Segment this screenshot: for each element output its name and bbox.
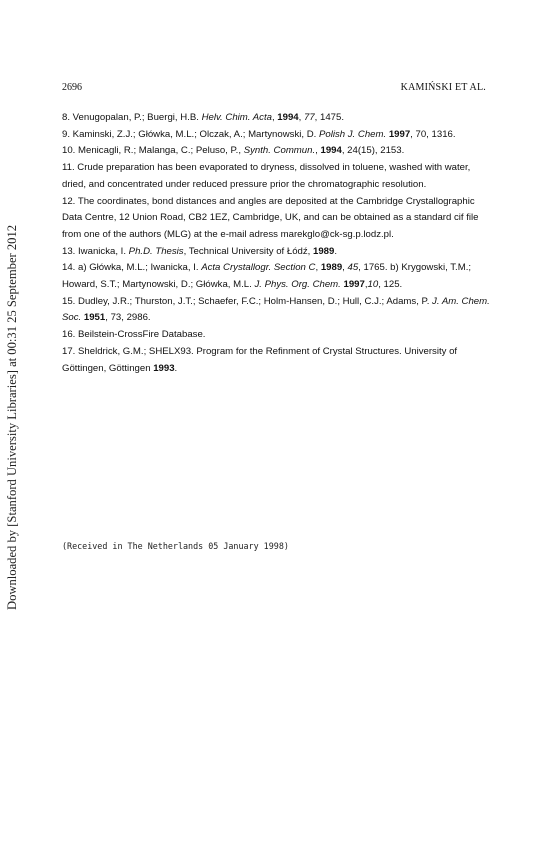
reference-item xyxy=(62,244,494,261)
reference-text: 10 xyxy=(367,279,379,291)
reference-item xyxy=(62,194,494,244)
reference-text: 1989 xyxy=(320,262,343,274)
reference-text: . xyxy=(334,245,338,257)
reference-text: Crude preparation has been evaporated to dryness, dissolved in toluene, washed with water, dried, and concentrated under reduced pressure prior the chromatographic resolution. xyxy=(62,162,471,190)
reference-text: 1994 xyxy=(277,112,299,123)
reference-text: a) Główka, M.L.; Iwanicka, I. xyxy=(78,262,202,274)
reference-text: 15. xyxy=(62,295,79,307)
download-watermark: Downloaded by [Stanford University Libraries] at 00:31 25 September 2012 xyxy=(5,224,19,610)
reference-text: 16. xyxy=(62,329,79,341)
reference-text: Dudley, J.R.; Thurston, J.T.; Schaefer, F.C.; Holm-Hansen, D.; Hull, C.J.; Adams, P. xyxy=(78,295,433,307)
reference-text: , xyxy=(341,145,348,157)
reference-text: Menicagli, R.; Malanga, C.; Peluso, P., xyxy=(78,145,244,157)
reference-item xyxy=(62,294,494,327)
reference-text: 17. xyxy=(62,345,79,357)
reference-text: 1989 xyxy=(313,245,335,257)
reference-text: 77 xyxy=(303,112,315,123)
reference-text: J. Am. Chem. Soc. xyxy=(62,295,490,324)
reference-text: 1994 xyxy=(320,145,342,157)
reference-text: 1951 xyxy=(83,312,106,324)
reference-text: 12. xyxy=(62,195,78,207)
reference-text: J. Phys. Org. Chem. xyxy=(254,279,341,291)
reference-text: 1993 xyxy=(153,362,175,374)
reference-text: 9. xyxy=(62,128,73,140)
reference-text: 14. xyxy=(62,262,79,274)
reference-text: , xyxy=(271,112,278,123)
reference-text: Ph.D. Thesis xyxy=(128,245,184,257)
reference-text: 1997 xyxy=(388,128,411,140)
reference-text: 8. xyxy=(62,112,73,123)
reference-text: , xyxy=(364,279,368,291)
reference-text: , xyxy=(298,112,304,123)
reference-text: Acta Crystallogr. Section C xyxy=(201,262,316,274)
running-head: KAMIŃSKI ET AL. xyxy=(400,82,486,93)
reference-text: Venugopalan, P.; Buergi, H.B. xyxy=(72,112,202,123)
reference-text: Synth. Commun. xyxy=(243,145,316,157)
reference-item xyxy=(62,110,494,127)
reference-text: Beilstein-CrossFire Database. xyxy=(78,329,206,341)
reference-item xyxy=(62,327,494,344)
reference-item xyxy=(62,127,494,144)
reference-item xyxy=(62,143,494,160)
reference-text: 10. xyxy=(62,145,79,157)
reference-text: Kaminski, Z.J.; Główka, M.L.; Olczak, A.; Martynowski, D. xyxy=(72,128,319,140)
reference-text: , xyxy=(105,312,111,324)
reference-text: 73, 2986. xyxy=(110,312,151,324)
reference-text: The coordinates, bond distances and angles are deposited at the Cambridge Crystallographic Data Centre, 12 Union Road, CB2 1EZ, Cambridge, UK, and can be obtained as a standard cif file from one of the authors (MLG) at the e-mail adress marekglo@ck-sg.p.lodz.pl. xyxy=(62,195,479,240)
reference-text: 1997 xyxy=(343,279,365,291)
reference-text: , xyxy=(315,145,321,157)
reference-text: Iwanicka, I. xyxy=(78,245,129,257)
reference-item xyxy=(62,160,494,193)
reference-text: 45 xyxy=(347,262,359,274)
reference-text: 70, 1316. xyxy=(415,128,456,140)
reference-text: , 125. xyxy=(378,279,403,291)
reference-text: , Technical University of Łódź, xyxy=(183,245,313,257)
reference-text: 24(15), 2153. xyxy=(347,145,405,157)
reference-text: , 1475. xyxy=(314,112,344,123)
reference-text: 13. xyxy=(62,245,79,257)
reference-text: , xyxy=(410,128,416,140)
reference-item xyxy=(62,260,494,293)
reference-text: , xyxy=(315,262,321,274)
reference-item xyxy=(62,344,494,377)
received-note: (Received in The Netherlands 05 January 1998) xyxy=(62,541,289,551)
reference-text: Helv. Chim. Acta xyxy=(201,112,272,123)
page-number: 2696 xyxy=(62,82,82,93)
reference-text: 11. xyxy=(62,162,78,174)
reference-text: Sheldrick, G.M.; SHELX93. Program for the Refinment of Crystal Structures. University of Göttingen, Göttingen xyxy=(62,345,458,374)
reference-list xyxy=(62,110,494,377)
reference-text: , xyxy=(342,262,348,274)
reference-text: . xyxy=(174,362,178,374)
reference-text: Polish J. Chem. xyxy=(318,128,387,140)
reference-text: , 1765. b) Krygowski, T.M.; Howard, S.T.; Martynowski, D.; Główka, M.L. xyxy=(62,262,472,291)
